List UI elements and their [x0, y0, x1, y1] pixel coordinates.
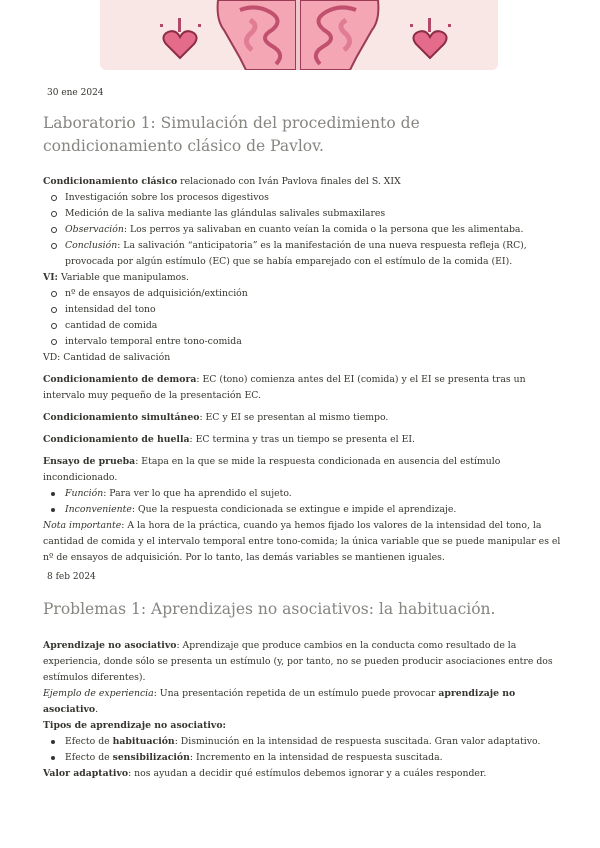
definition-paragraph: Aprendizaje no asociativo: Aprendizaje que produce cambios en la conducta como resultado de la experiencia, donde sólo se presenta un estímulo (y, por tanto, no se pueden producir asociaciones entre dos estímulos diferentes). — [43, 640, 553, 683]
vi-list — [43, 286, 561, 350]
intestines-icon — [218, 0, 379, 70]
list-item: Efecto de habituación: Disminución en la intensidad de respuesta suscitada. Gran valor adaptativo. — [65, 734, 561, 750]
list-item: nº de ensayos de adquisición/extinción — [65, 286, 561, 302]
list-item: intensidad del tono — [65, 302, 561, 318]
huella-paragraph: Condicionamiento de huella: EC termina y tras un tiempo se presenta el EI. — [43, 434, 416, 445]
intro-paragraph: Condicionamiento clásico relacionado con Iván Pavlova finales del S. XIX — [43, 176, 401, 187]
entry1-body — [43, 174, 561, 566]
vi-paragraph: VI: Variable que manipulamos. — [43, 272, 190, 283]
heart-icon-left — [160, 18, 201, 58]
header-banner — [100, 0, 498, 70]
ensayo-paragraph: Ensayo de prueba: Etapa en la que se mide la respuesta condicionada en ausencia del estímulo incondicionado. — [43, 456, 501, 483]
pavlov-list — [43, 190, 561, 270]
ejemplo-paragraph: Ejemplo de experiencia: Una presentación repetida de un estímulo puede provocar aprendizaje no asociativo. — [43, 688, 516, 715]
list-item: Conclusión: La salivación “anticipatoria” es la manifestación de una nueva respuesta refleja (RC), provocada por algún estímulo (EC) que se había emparejado con el estímulo de la comida (EI). — [65, 238, 561, 270]
entry-date: 30 ene 2024 — [47, 88, 104, 98]
heart-icon-right — [410, 18, 451, 58]
entry-title: Laboratorio 1: Simulación del procedimiento de condicionamiento clásico de Pavlov. — [43, 114, 420, 155]
list-item: cantidad de comida — [65, 318, 561, 334]
demora-paragraph: Condicionamiento de demora: EC (tono) comienza antes del EI (comida) y el EI se presenta tras un intervalo muy pequeño de la presentación EC. — [43, 374, 526, 401]
simultaneo-paragraph: Condicionamiento simultáneo: EC y EI se presentan al mismo tiempo. — [43, 412, 389, 423]
list-item: intervalo temporal entre tono-comida — [65, 334, 561, 350]
list-item: Medición de la saliva mediante las glándulas salivales submaxilares — [65, 206, 561, 222]
nota-paragraph: Nota importante: A la hora de la práctica, cuando ya hemos fijado los valores de la intensidad del tono, la cantidad de comida y el intervalo temporal entre tono-comida; la única variable que se puede manipular es el nº de ensayos de adquisición. Por lo tanto, las demás variables se mantienen iguales. — [43, 520, 561, 563]
vd-paragraph: VD: Cantidad de salivación — [43, 352, 171, 363]
entry-title: Problemas 1: Aprendizajes no asociativos: la habituación. — [43, 600, 496, 618]
list-item: Investigación sobre los procesos digestivos — [65, 190, 561, 206]
entry-date: 8 feb 2024 — [47, 572, 96, 582]
tipos-heading: Tipos de aprendizaje no asociativo: — [43, 720, 226, 731]
intestine-illustration — [100, 0, 498, 70]
list-item: Función: Para ver lo que ha aprendido el sujeto. — [65, 486, 561, 502]
list-item: Efecto de sensibilización: Incremento en la intensidad de respuesta suscitada. — [65, 750, 561, 766]
list-item: Inconveniente: Que la respuesta condicionada se extingue e impide el aprendizaje. — [65, 502, 561, 518]
ensayo-list — [43, 486, 561, 518]
list-item: Observación: Los perros ya salivaban en cuanto veían la comida o la persona que les alimentaba. — [65, 222, 561, 238]
tipos-list — [43, 734, 561, 766]
valor-paragraph: Valor adaptativo: nos ayudan a decidir qué estímulos debemos ignorar y a cuáles responder. — [43, 768, 487, 779]
entry2-body — [43, 638, 561, 782]
